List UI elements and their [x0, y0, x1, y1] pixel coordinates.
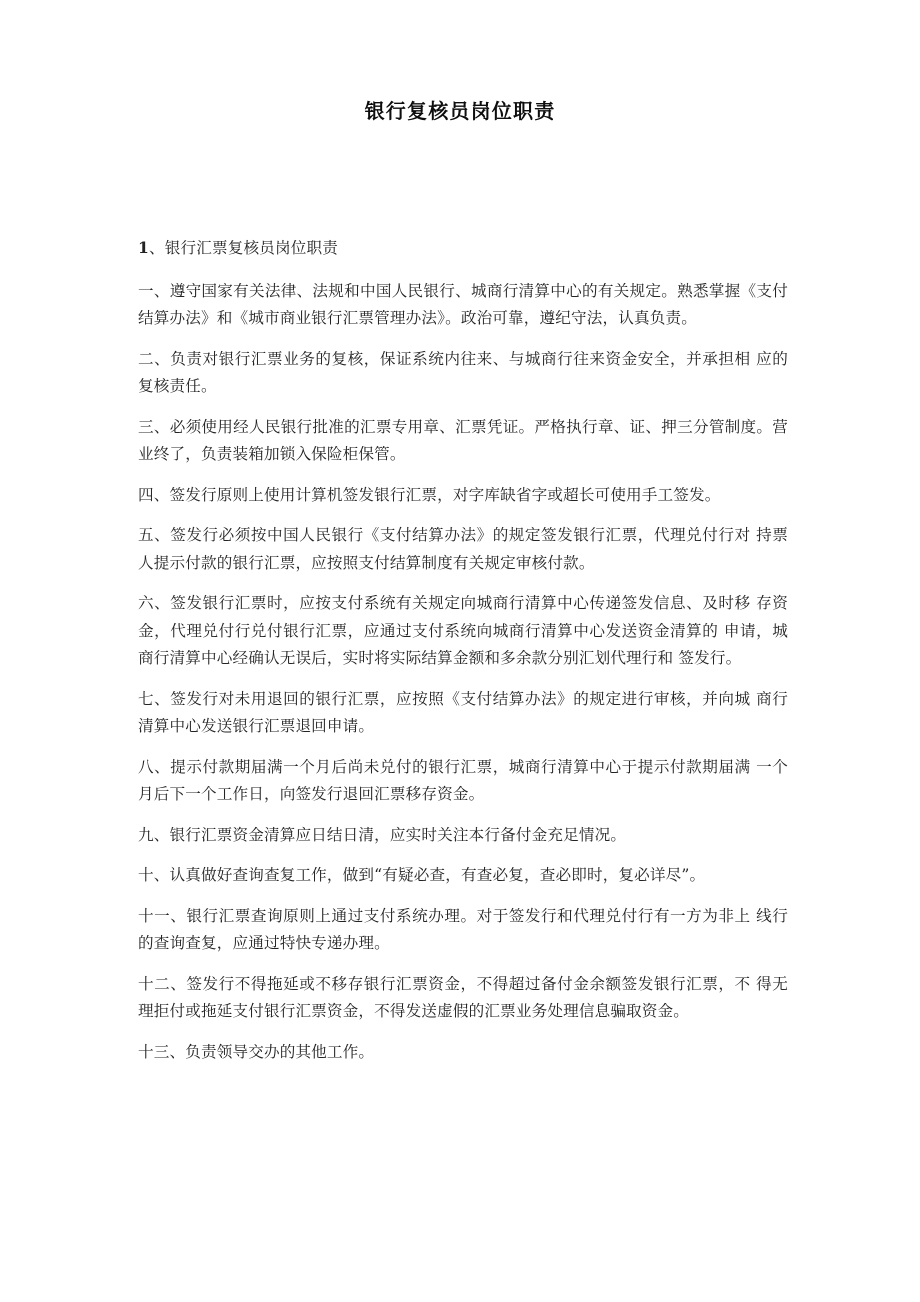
paragraph-5: 五、签发行必须按中国人民银行《支付结算办法》的规定签发银行汇票，代理兑付行对 持票人提示付款的银行汇票，应按照支付结算制度有关规定审核付款。: [138, 526, 788, 572]
paragraph-8: 八、提示付款期届满一个月后尚未兑付的银行汇票，城商行清算中心于提示付款期届满 一个月后下一个工作日，向签发行退回汇票移存资金。: [138, 757, 788, 803]
paragraph-7: 七、签发行对未用退回的银行汇票，应按照《支付结算办法》的规定进行审核，并向城 商行清算中心发送银行汇票退回申请。: [138, 689, 788, 735]
paragraph-13: 十三、负责领导交办的其他工作。: [138, 1042, 375, 1061]
paragraph-9: 九、银行汇票资金清算应日结日清，应实时关注本行备付金充足情况。: [138, 825, 627, 844]
document-body: [138, 234, 788, 1066]
paragraph-10: 十、认真做好查询查复工作，做到“有疑必查，有查必复，查必即时，复必详尽”。: [138, 866, 706, 884]
paragraph-6: 六、签发银行汇票时，应按支付系统有关规定向城商行清算中心传递签发信息、及时移 存资金，代理兑付行兑付银行汇票，应通过支付系统向城商行清算中心发送资金清算的 申请，城商行清算中心经确认无误后，实时将实际结算金额和多余款分别汇划代理行和 签发行。: [138, 594, 788, 667]
paragraph-12: 十二、签发行不得拖延或不移存银行汇票资金，不得超过备付金余额签发银行汇票，不 得无理拒付或拖延支付银行汇票资金，不得发送虚假的汇票业务处理信息骗取资金。: [138, 974, 788, 1020]
section-heading-text: 、银行汇票复核员岗位职责: [149, 239, 338, 257]
section-heading-number: 1: [138, 238, 150, 257]
section-heading: [138, 234, 788, 263]
paragraph-3: 三、必须使用经人民银行批准的汇票专用章、汇票凭证。严格执行章、证、押三分管制度。营业终了，负责装箱加锁入保险柜保管。: [138, 417, 788, 463]
paragraph-4: 四、签发行原则上使用计算机签发银行汇票，对字库缺省字或超长可使用手工签发。: [138, 485, 721, 504]
paragraph-1: 一、遵守国家有关法律、法规和中国人民银行、城商行清算中心的有关规定。熟悉掌握《支付结算办法》和《城市商业银行汇票管理办法》。政治可靠，遵纪守法，认真负责。: [138, 281, 788, 327]
page-title: 银行复核员岗位职责: [364, 99, 556, 123]
paragraph-11: 十一、银行汇票查询原则上通过支付系统办理。对于签发行和代理兑付行有一方为非上 线行的查询查复，应通过特快专递办理。: [138, 906, 788, 952]
paragraph-2: 二、负责对银行汇票业务的复核，保证系统内往来、与城商行往来资金安全，并承担相 应的复核责任。: [138, 349, 788, 395]
